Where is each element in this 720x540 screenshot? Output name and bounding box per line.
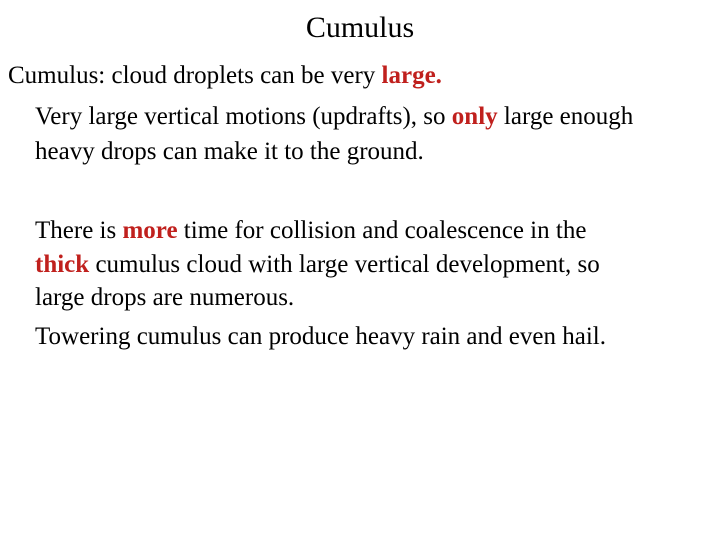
p1-line1-highlight: only [451,103,498,130]
paragraph1-line2 [35,137,424,167]
slide-title: Cumulus [305,11,415,44]
p2-line3: large drops are numerous. [35,284,295,311]
p1-line1-after: large enough [497,103,634,130]
p2-line2-after: cumulus cloud with large vertical development, so [89,251,600,278]
paragraph2-line2 [35,250,600,280]
intro-highlight: large. [381,62,442,89]
p2-line2-highlight: thick [35,251,90,278]
p1-line2: heavy drops can make it to the ground. [35,138,424,165]
intro-text: Cumulus: cloud droplets can be very [8,62,382,89]
p2-line1-highlight: more [122,217,178,244]
p2-line1-before: There is [35,217,123,244]
paragraph1-line1 [35,102,633,132]
p3-line1: Towering cumulus can produce heavy rain and even hail. [35,323,606,350]
paragraph2-line3 [35,283,294,313]
intro-line [8,61,442,91]
p1-line1-before: Very large vertical motions (updrafts), so [35,103,452,130]
paragraph2-line1 [35,216,586,246]
paragraph3-line1 [35,322,606,352]
p2-line1-after: time for collision and coalescence in the [177,217,587,244]
